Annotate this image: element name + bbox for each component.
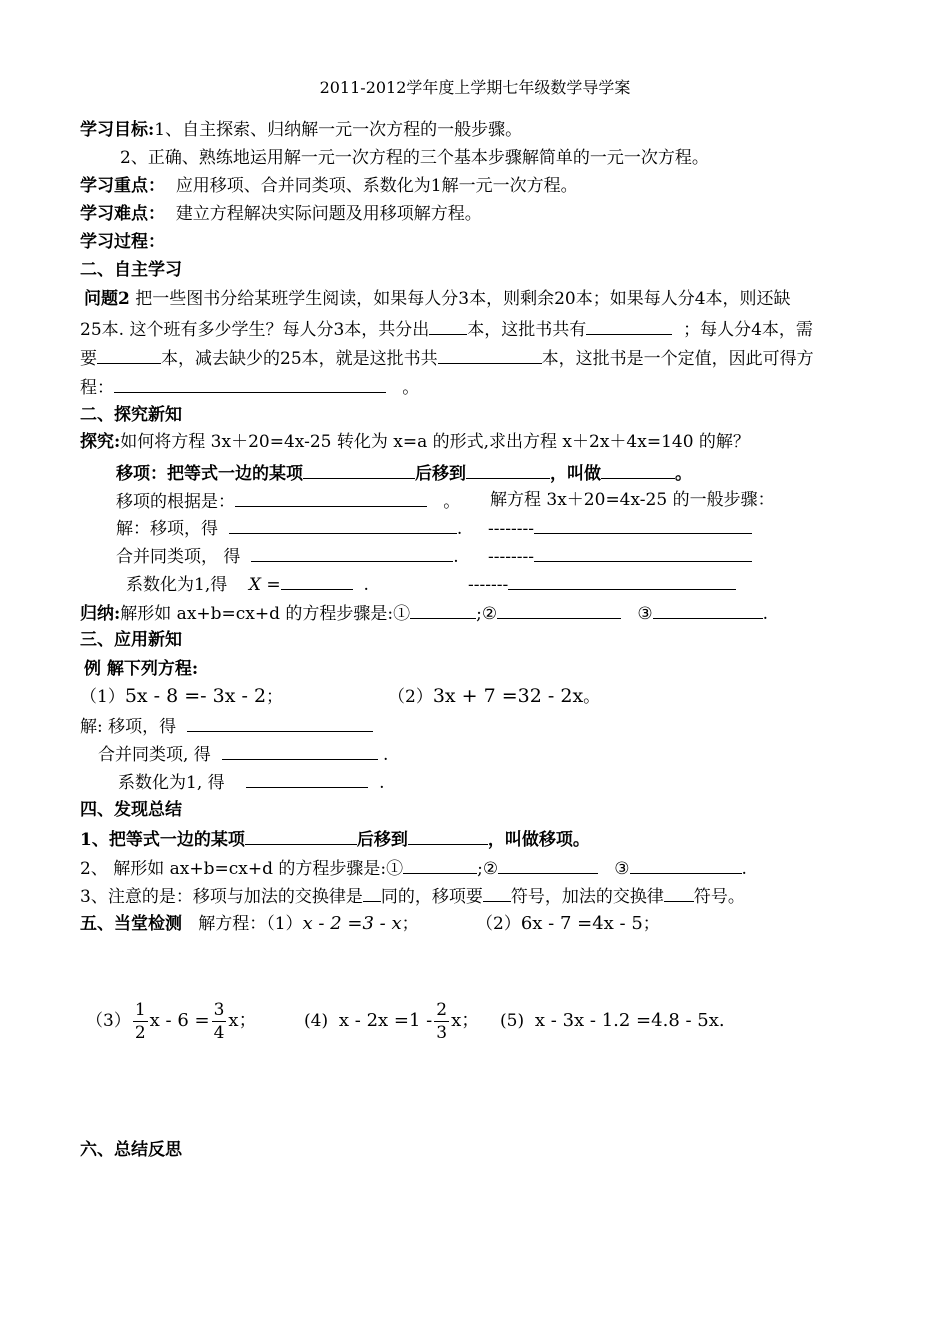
induce-sep3: ③ <box>637 604 653 624</box>
step2-dot: . <box>453 547 459 567</box>
problem2-text3b: 本，减去缺少的25本，就是这批书共 <box>161 349 438 369</box>
induce-label: 归纳: <box>80 604 121 624</box>
process-heading: 学习过程： <box>80 232 165 252</box>
check-q3 <box>86 998 257 1044</box>
difficulty-text: 建立方程解决实际问题及用移项解方程。 <box>175 204 482 224</box>
example-step3 <box>118 769 384 795</box>
problem2-text1: 把一些图书分给某班学生阅读，如果每人分3本，则剩余20本；如果每人分4本，则还缺 <box>135 289 791 309</box>
q1-end: ； <box>401 914 419 934</box>
q4-label: (4) <box>304 1011 329 1031</box>
sum-l3c: 符号，加法的交换律 <box>510 887 664 907</box>
blank-step2[interactable] <box>251 543 453 562</box>
example-title: 例 解下列方程: <box>84 659 199 679</box>
q5-eq: x - 3x - 1.2 =4.8 - 5x. <box>534 1010 725 1031</box>
objectives <box>80 118 522 142</box>
q4-eq: x - 2x =1 - <box>338 1010 433 1031</box>
problem2-label: 问题2 <box>84 289 130 309</box>
objective-2: 2、正确、熟练地运用解一元一次方程的三个基本步骤解简单的一元一次方程。 <box>120 148 709 168</box>
blank-books-need[interactable] <box>97 345 161 364</box>
section-explore: 二、探究新知 <box>80 405 182 425</box>
blank-sum-8[interactable] <box>664 883 694 902</box>
eq1-end: ； <box>266 687 284 707</box>
move-text-c: ，叫做 <box>550 464 601 484</box>
step-move <box>116 515 462 541</box>
induce-sep2: ;② <box>476 604 498 624</box>
blank-ex-step3[interactable] <box>246 769 368 788</box>
q4-end: x； <box>451 1010 480 1031</box>
step2-right <box>488 543 752 569</box>
section-self-study: 二、自主学习 <box>80 260 182 280</box>
blank-step1-right[interactable] <box>534 515 752 534</box>
blank-ex-step1[interactable] <box>187 713 373 732</box>
problem2-line3 <box>80 345 814 371</box>
q3-end: x； <box>228 1010 257 1031</box>
ex-step1-text: 解: 移项，得 <box>80 717 177 737</box>
problem2-text4a: 程： <box>80 378 114 398</box>
blank-sum-2[interactable] <box>408 826 488 845</box>
example-step1 <box>80 713 373 739</box>
check-q5 <box>500 998 725 1044</box>
move-text-d: 。 <box>675 464 692 484</box>
example-eq1 <box>80 684 283 709</box>
q3-fraction-1: $\frac{1}{2}$ <box>134 1000 146 1043</box>
move-text-b: 后移到 <box>415 464 466 484</box>
problem2-text2a: 25本. 这个班有多少学生？每人分3本，共分出 <box>80 320 430 340</box>
q2-eq: 6x - 7 =4x - 5 <box>520 913 643 934</box>
problem2-text2b: 本，这批书共有 <box>467 320 587 340</box>
difficulty-label: 学习难点： <box>80 204 165 224</box>
step3-right <box>468 571 736 597</box>
dash-2: -------- <box>488 547 534 567</box>
basis-end: 。 <box>443 492 461 512</box>
objective-1: 1、自主探索、归纳解一元一次方程的一般步骤。 <box>154 120 523 140</box>
check-q4 <box>304 998 479 1044</box>
section-summary: 四、发现总结 <box>80 800 182 820</box>
sum-l1c: ，叫做移项。 <box>487 830 590 850</box>
blank-sum-5[interactable] <box>630 855 742 874</box>
eq1-label: （1） <box>80 687 125 707</box>
dash-3: ------- <box>468 575 509 595</box>
induce-end: . <box>762 604 768 624</box>
explore-text: 如何将方程 3x＋20=4x-25 转化为 x=a 的形式,求出方程 x＋2x＋4x=140 的解？ <box>120 432 750 452</box>
explore-prompt <box>80 430 750 454</box>
q2-label: （2） <box>476 914 521 934</box>
problem2-line1 <box>84 287 791 311</box>
objectives-label: 学习目标: <box>80 120 155 140</box>
ex-step2-dot: . <box>383 745 389 765</box>
sum-l2d: . <box>741 859 747 879</box>
blank-induce-3[interactable] <box>653 600 763 619</box>
focus <box>80 174 578 198</box>
section-reflect: 六、总结反思 <box>80 1140 182 1160</box>
check-q2 <box>476 912 660 936</box>
blank-induce-2[interactable] <box>497 600 621 619</box>
problem2-text4b: 。 <box>402 378 420 398</box>
check-line1 <box>80 912 419 936</box>
summary-line3 <box>80 883 745 909</box>
page-header: 2011-2012学年度上学期七年级数学导学案 <box>319 78 631 97</box>
blank-step3[interactable] <box>281 571 353 590</box>
blank-equation[interactable] <box>114 374 386 393</box>
blank-books-given[interactable] <box>429 316 467 335</box>
explore-label: 探究: <box>80 432 121 452</box>
blank-books-total[interactable] <box>586 316 672 335</box>
blank-basis[interactable] <box>235 488 427 507</box>
blank-sum-1[interactable] <box>245 826 357 845</box>
blank-books-sum[interactable] <box>438 345 542 364</box>
move-basis <box>116 488 460 514</box>
eq1: 5x - 8 =- 3x - 2 <box>124 685 267 707</box>
q1-eq: x - 2 =3 - x <box>302 913 402 934</box>
q3-fraction-2: $\frac{3}{4}$ <box>213 1000 225 1043</box>
q4-fraction: $\frac{2}{3}$ <box>436 1000 448 1043</box>
ex-step3-dot: . <box>379 773 385 793</box>
check-intro: 解方程： <box>198 914 267 934</box>
steps-title: 解方程 3x＋20=4x-25 的一般步骤： <box>490 490 775 510</box>
blank-induce-1[interactable] <box>410 600 476 619</box>
step1-text: 解：移项，得 <box>116 519 218 539</box>
move-text-a: 移项：把等式一边的某项 <box>116 464 303 484</box>
sum-l3a: 3、注意的是：移项与加法的交换律是 <box>80 887 363 907</box>
difficulty <box>80 202 482 226</box>
q2-end: ； <box>642 914 660 934</box>
basis-text: 移项的根据是： <box>116 492 235 512</box>
focus-text: 应用移项、合并同类项、系数化为1解一元一次方程。 <box>175 176 578 196</box>
blank-step3-right[interactable] <box>508 571 736 590</box>
induce <box>80 600 768 626</box>
blank-sum-7[interactable] <box>483 883 511 902</box>
sum-l3d: 符号。 <box>693 887 745 907</box>
sum-l1b: 后移到 <box>356 830 408 850</box>
sum-l1a: 1、把等式一边的某项 <box>80 830 245 850</box>
blank-sum-3[interactable] <box>403 855 477 874</box>
sum-l2a: 2、 解形如 ax+b=cx+d 的方程步骤是:① <box>80 859 404 879</box>
step3-x: X = <box>248 575 281 595</box>
section-check: 五、当堂检测 <box>80 914 182 934</box>
q5-label: (5) <box>500 1011 525 1031</box>
summary-line2 <box>80 855 747 881</box>
sum-l2b: ;② <box>477 859 499 879</box>
move-definition <box>116 460 692 486</box>
problem2-line4 <box>80 374 419 400</box>
section-apply: 三、应用新知 <box>80 630 182 650</box>
blank-step1[interactable] <box>229 515 457 534</box>
induce-text: 解形如 ax+b=cx+d 的方程步骤是:① <box>120 604 411 624</box>
step-coefficient <box>126 571 369 597</box>
ex-step2-text: 合并同类项, 得 <box>98 745 211 765</box>
step1-right <box>488 515 752 541</box>
blank-ex-step2[interactable] <box>222 741 378 760</box>
step-combine <box>116 543 459 569</box>
problem2-text2c: ；每人分4本，需 <box>683 320 813 340</box>
step3-text: 系数化为1,得 <box>126 575 228 595</box>
blank-sum-6[interactable] <box>363 883 381 902</box>
blank-step2-right[interactable] <box>534 543 752 562</box>
example-eq2 <box>388 684 600 709</box>
blank-move-1[interactable] <box>303 460 415 479</box>
dash-1: -------- <box>488 519 534 539</box>
example-step2 <box>98 741 388 767</box>
ex-step3-text: 系数化为1, 得 <box>118 773 225 793</box>
q1-label: （1） <box>266 914 303 934</box>
step2-text: 合并同类项， 得 <box>116 547 241 567</box>
q3-mid: x - 6 = <box>149 1010 210 1031</box>
blank-sum-4[interactable] <box>498 855 598 874</box>
step1-dot: . <box>456 519 463 539</box>
problem2-line2 <box>80 316 813 342</box>
summary-line1 <box>80 826 590 852</box>
eq2: 3x + 7 =32 - 2x <box>432 685 584 707</box>
blank-move-2[interactable] <box>466 460 550 479</box>
eq2-label: （2） <box>388 687 433 707</box>
problem2-text3c: 本，这批书是一个定值，因此可得方 <box>541 349 814 369</box>
sum-l2c: ③ <box>614 859 630 879</box>
step3-dot: . <box>363 575 369 595</box>
q3-label: （3） <box>86 1011 131 1031</box>
sum-l3b: 同的，移项要 <box>380 887 483 907</box>
eq2-end: 。 <box>583 687 601 707</box>
problem2-text3a: 要 <box>80 349 97 369</box>
blank-move-3[interactable] <box>601 460 675 479</box>
focus-label: 学习重点： <box>80 176 165 196</box>
